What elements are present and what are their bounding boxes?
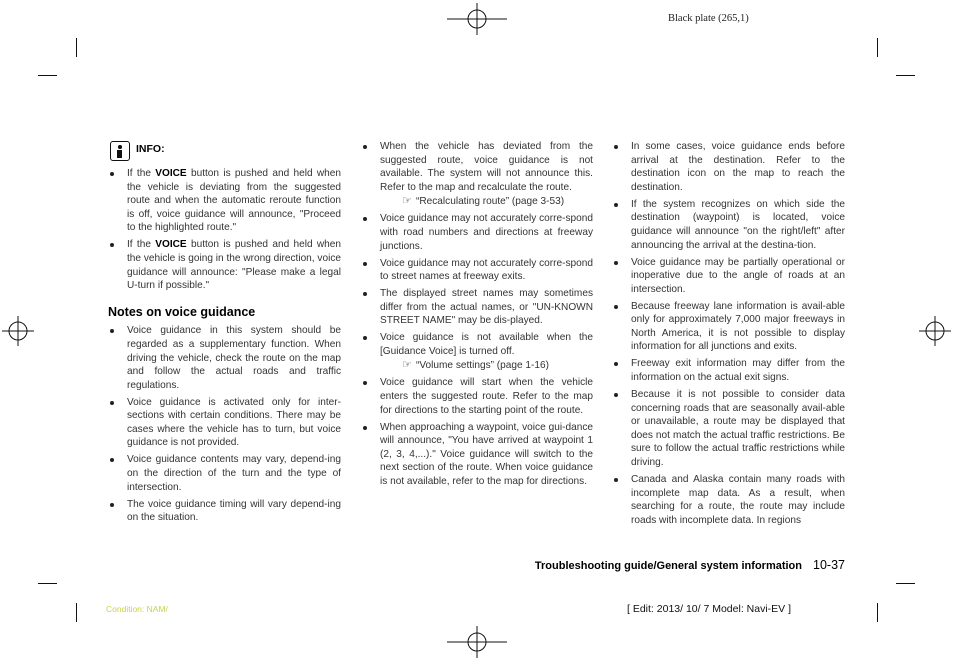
list-item: Voice guidance may be partially operational or inoperative due to the angle of roads at an intersection. — [612, 256, 845, 297]
list-item: Voice guidance contents may vary, depend-ing on the direction of the turn and the type of intersection. — [108, 453, 341, 494]
voice-button-keyword: VOICE — [155, 168, 187, 179]
condition-label: Condition: NAM/ — [106, 604, 168, 614]
list-item: Because freeway lane information is avail-able only for approximately 7,000 major freeways in North America, it is not possible to display information for all junctions and exits. — [612, 300, 845, 354]
notes-list — [108, 324, 341, 524]
notes-list — [361, 140, 593, 489]
footer-section-title: Troubleshooting guide/General system information — [534, 560, 802, 572]
list-item: Freeway exit information may differ from the information on the actual exit signs. — [612, 357, 845, 384]
list-item: Voice guidance in this system should be regarded as a supplementary function. When driving the vehicle, check the route on the map and follow the actual roads and traffic regulations. — [108, 324, 341, 392]
list-item: Voice guidance is not available when the [Guidance Voice] is turned off. ☞ “Volume settings” (page 1-16) — [361, 331, 593, 373]
voice-button-keyword: VOICE — [155, 239, 187, 251]
list-item: The displayed street names may sometimes differ from the actual names, or "UN-KNOWN STREET NAME" may be dis-played. — [361, 287, 593, 328]
list-item: Because it is not possible to consider data concerning roads that are seasonally avail-able or unavailable, a route may be displayed that does not match the actual traffic restrictions. Be sure to follow the actual traffic restrictions while driving. — [612, 388, 845, 470]
list-item: Voice guidance will start when the vehicle enters the suggested route. Refer to the map for directions to the starting point of the route. — [361, 376, 593, 417]
list-item: When approaching a waypoint, voice gui-dance will announce, "You have arrived at waypoint 1 (2, 3, 4,...)." Voice guidance will switch to the next section of the route. When voice guidance is not available, refer to the map for directions. — [361, 421, 593, 489]
column-2 — [361, 140, 593, 492]
edit-info: [ Edit: 2013/ 10/ 7 Model: Navi-EV ] — [627, 603, 792, 615]
cross-reference-link[interactable]: ☞ “Recalculating route” (page 3-53) — [402, 195, 565, 208]
info-heading — [108, 141, 341, 165]
info-item: If the VOICE button is pushed and held when the vehicle is deviating from the suggested route and when the automatic reroute function is off, voice guidance will announce, "Proceed to the highlighted route." — [108, 167, 341, 235]
hand-pointer-icon: ☞ — [402, 195, 412, 208]
list-item: In some cases, voice guidance ends before arrival at the destination. Refer to the destination icon on the map to reach the destination. — [612, 140, 845, 194]
list-item: When the vehicle has deviated from the suggested route, voice guidance is not available. The system will not announce this. Refer to the map and recalculate the route. ☞ “Recalculating route” (page 3-53) — [361, 140, 593, 209]
column-3 — [612, 140, 845, 531]
page-number: 10-37 — [813, 558, 845, 572]
info-icon — [110, 141, 130, 161]
list-item: The voice guidance timing will vary depend-ing on the situation. — [108, 498, 341, 525]
notes-list — [612, 140, 845, 527]
list-item: Voice guidance is activated only for inter-sections with certain conditions. There may be cases where the vehicle has to turn, but voice guidance is not provided. — [108, 396, 341, 450]
list-item: Voice guidance may not accurately corre-spond with road numbers and directions at freeway junctions. — [361, 212, 593, 253]
column-1 — [108, 141, 341, 528]
list-item: If the system recognizes on which side the destination (waypoint) is located, voice guidance will announce "on the right/left" after announcing the arrival at the destina-tion. — [612, 198, 845, 252]
hand-pointer-icon: ☞ — [402, 359, 412, 372]
info-label: INFO: — [136, 143, 165, 155]
cross-reference-link[interactable]: ☞ “Volume settings” (page 1-16) — [402, 359, 549, 372]
list-item: Voice guidance may not accurately corre-spond to street names at freeway exits. — [361, 257, 593, 284]
section-title: Notes on voice guidance — [108, 304, 256, 319]
list-item: Canada and Alaska contain many roads with incomplete map data. As a result, when searching for a route, the route may include roads with incomplete data. In regions — [612, 473, 845, 527]
info-list — [108, 167, 341, 293]
plate-label: Black plate (265,1) — [668, 13, 749, 24]
info-item: If the VOICE button is pushed and held when the vehicle is going in the wrong direction, voice guidance will announce: "Please make a legal U-turn if possible." — [108, 238, 341, 292]
